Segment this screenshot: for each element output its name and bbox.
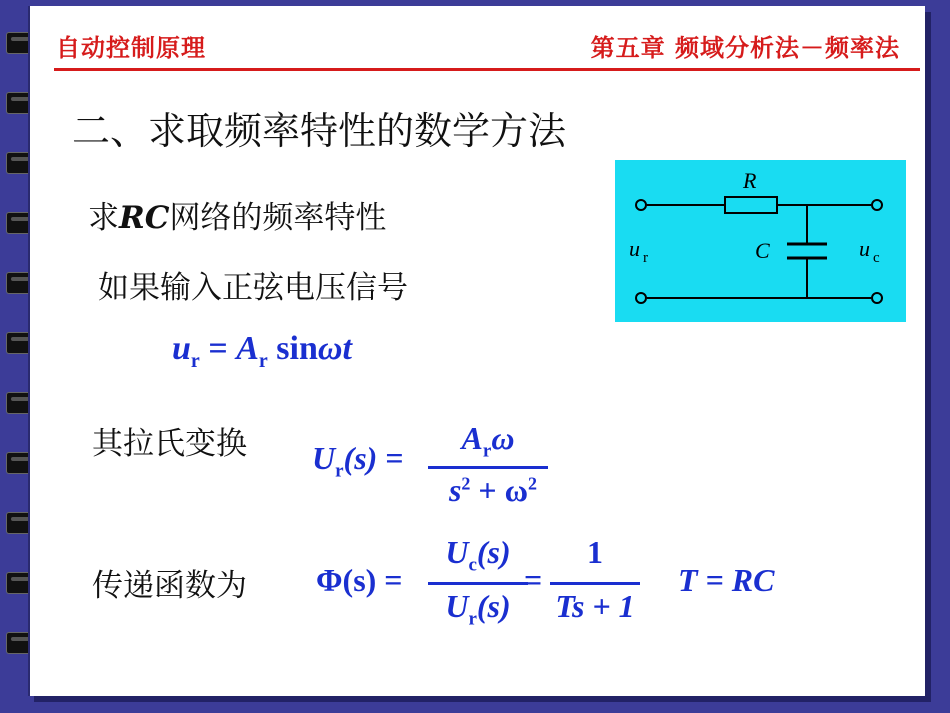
transfer-rhs-numerator: 1 (587, 534, 603, 570)
input-signal-text: 如果输入正弦电压信号 (98, 270, 408, 306)
transfer-equals: = (524, 562, 543, 598)
laplace-denominator: $s^2 + \omega^2$ (448, 472, 538, 508)
transfer-rhs-bar (550, 582, 640, 585)
rc-network-heading: 求RC网络的频率特性 (88, 200, 387, 236)
resistor-label: R (743, 168, 757, 193)
output-voltage-label: u (859, 236, 870, 261)
laplace-text: 其拉氏变换 (92, 426, 247, 462)
input-voltage-label: u (629, 236, 640, 261)
laplace-numerator: $A_r\omega$ (461, 420, 515, 462)
course-title: 自动控制原理 (56, 34, 206, 62)
transfer-denominator: $U_r(s)$ (445, 588, 511, 630)
header-divider (54, 68, 920, 71)
input-voltage-sub: r (643, 250, 648, 266)
time-constant-definition: T = RC (678, 562, 775, 598)
capacitor-label: C (755, 238, 770, 263)
transfer-rhs-denominator: Ts + 1 (555, 588, 635, 624)
chapter-title: 第五章 频域分析法－频率法 (590, 34, 900, 62)
output-voltage-sub: c (873, 250, 880, 266)
section-title: 二、求取频率特性的数学方法 (72, 109, 567, 153)
transfer-text: 传递函数为 (92, 568, 247, 604)
rc-circuit-diagram (615, 160, 906, 322)
laplace-fraction-bar (428, 466, 548, 469)
transfer-numerator: $U_c(s)$ (445, 534, 511, 576)
transfer-fraction-bar (428, 582, 528, 585)
input-signal-equation: $u_r = A_r$ sinωt (172, 330, 352, 372)
